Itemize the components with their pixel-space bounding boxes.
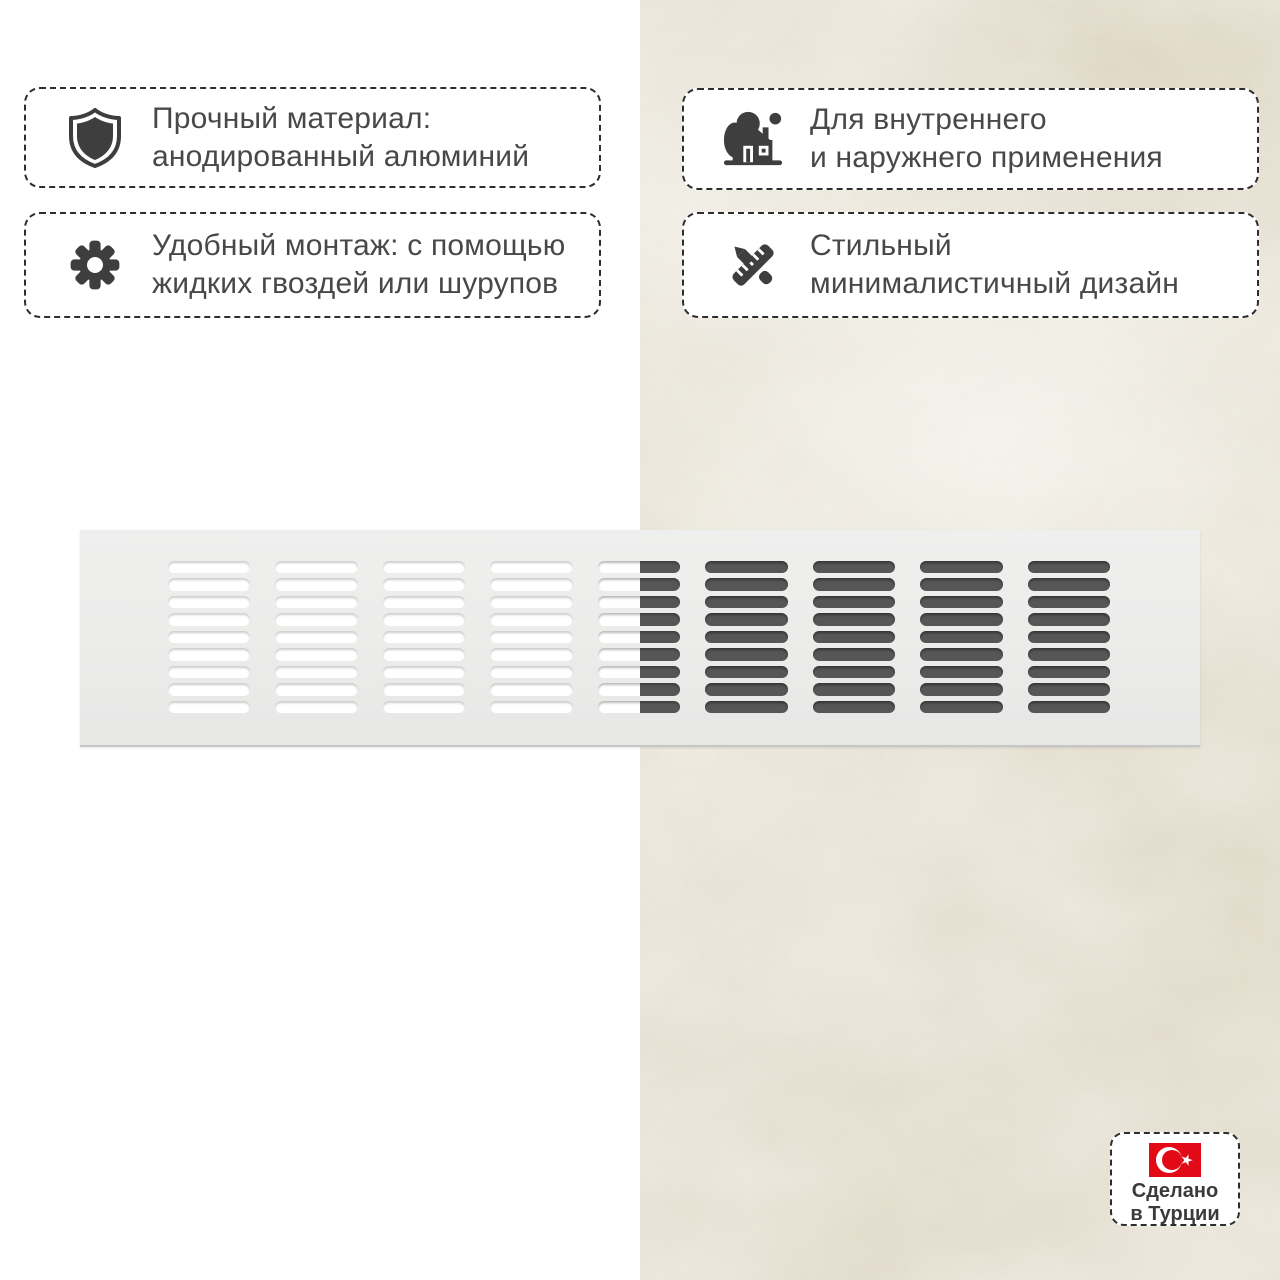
vent-slot [490, 561, 572, 573]
vent-slot [383, 613, 465, 625]
vent-slot [275, 613, 357, 625]
vent-slot [275, 631, 357, 643]
vent-slot [168, 648, 250, 660]
vent-slot [598, 701, 680, 713]
vent-slot [598, 631, 680, 643]
vent-slot [168, 578, 250, 590]
ventilation-grille [80, 530, 1200, 747]
pencil-ruler-icon [722, 234, 784, 296]
vent-slot [1028, 613, 1110, 625]
vent-slot [813, 596, 895, 608]
feature-box-material [24, 87, 601, 188]
vent-slot [598, 578, 680, 590]
vent-slot [383, 666, 465, 678]
vent-slot [920, 683, 1002, 695]
vent-slot [920, 596, 1002, 608]
vent-slot [1028, 683, 1110, 695]
vent-slot [705, 631, 787, 643]
vent-slot [490, 701, 572, 713]
vent-slot [705, 613, 787, 625]
vent-slot [598, 596, 680, 608]
feature-box-mounting [24, 212, 601, 318]
vent-slot [490, 596, 572, 608]
vent-slot [813, 613, 895, 625]
vent-slot [598, 683, 680, 695]
feature-box-design [682, 212, 1259, 318]
vent-slot [705, 596, 787, 608]
house-outdoor-icon [722, 108, 784, 170]
vent-slot [920, 561, 1002, 573]
vent-slot [920, 701, 1002, 713]
vent-slot [383, 596, 465, 608]
vent-slot [598, 561, 680, 573]
vent-slot [275, 683, 357, 695]
gear-icon [64, 234, 126, 296]
vent-slot-grid [168, 561, 1110, 713]
vent-slot [275, 596, 357, 608]
vent-slot [383, 683, 465, 695]
vent-slot [168, 683, 250, 695]
vent-slot [383, 648, 465, 660]
vent-slot [490, 666, 572, 678]
vent-slot [705, 561, 787, 573]
vent-slot [168, 613, 250, 625]
vent-slot [1028, 578, 1110, 590]
vent-slot [813, 666, 895, 678]
vent-slot [1028, 596, 1110, 608]
feature-text-material: Прочный материал: анодированный алюминий [152, 101, 530, 173]
made-in-text: Сделано в Турции [1130, 1180, 1220, 1225]
vent-slot [1028, 561, 1110, 573]
vent-slot [598, 613, 680, 625]
vent-slot [275, 578, 357, 590]
vent-slot [1028, 648, 1110, 660]
vent-slot [705, 578, 787, 590]
feature-text-indoor-outdoor: Для внутреннего и наружнего применения [810, 103, 1163, 174]
vent-slot [920, 648, 1002, 660]
vent-slot [490, 683, 572, 695]
vent-slot [920, 578, 1002, 590]
vent-slot [813, 561, 895, 573]
vent-slot [383, 561, 465, 573]
feature-text-mounting: Удобный монтаж: с помощью жидких гвоздей или шурупов [152, 229, 566, 300]
flag-star: ★ [1177, 1149, 1196, 1171]
feature-text-design: Стильный минималистичный дизайн [810, 229, 1180, 300]
vent-slot [275, 561, 357, 573]
vent-slot [275, 701, 357, 713]
vent-slot [275, 666, 357, 678]
vent-slot [383, 631, 465, 643]
vent-slot [813, 648, 895, 660]
vent-slot [705, 683, 787, 695]
vent-slot [490, 578, 572, 590]
vent-slot [168, 596, 250, 608]
turkey-flag-icon [1149, 1143, 1201, 1177]
vent-slot [168, 561, 250, 573]
vent-slot [168, 631, 250, 643]
vent-slot [1028, 666, 1110, 678]
vent-slot [920, 631, 1002, 643]
vent-slot [490, 631, 572, 643]
vent-slot [598, 666, 680, 678]
vent-slot [705, 648, 787, 660]
shield-icon [64, 107, 126, 169]
vent-slot [920, 613, 1002, 625]
vent-slot [705, 666, 787, 678]
vent-slot [168, 666, 250, 678]
vent-slot [383, 701, 465, 713]
vent-slot [168, 701, 250, 713]
vent-slot [275, 648, 357, 660]
vent-slot [813, 631, 895, 643]
vent-slot [813, 578, 895, 590]
vent-slot [383, 578, 465, 590]
vent-slot [813, 683, 895, 695]
feature-box-indoor-outdoor [682, 88, 1259, 190]
vent-slot [598, 648, 680, 660]
vent-slot [1028, 631, 1110, 643]
made-in-turkey-badge [1110, 1132, 1240, 1226]
vent-slot [1028, 701, 1110, 713]
vent-slot [705, 701, 787, 713]
vent-slot [490, 613, 572, 625]
vent-slot [813, 701, 895, 713]
vent-slot [920, 666, 1002, 678]
vent-slot [490, 648, 572, 660]
